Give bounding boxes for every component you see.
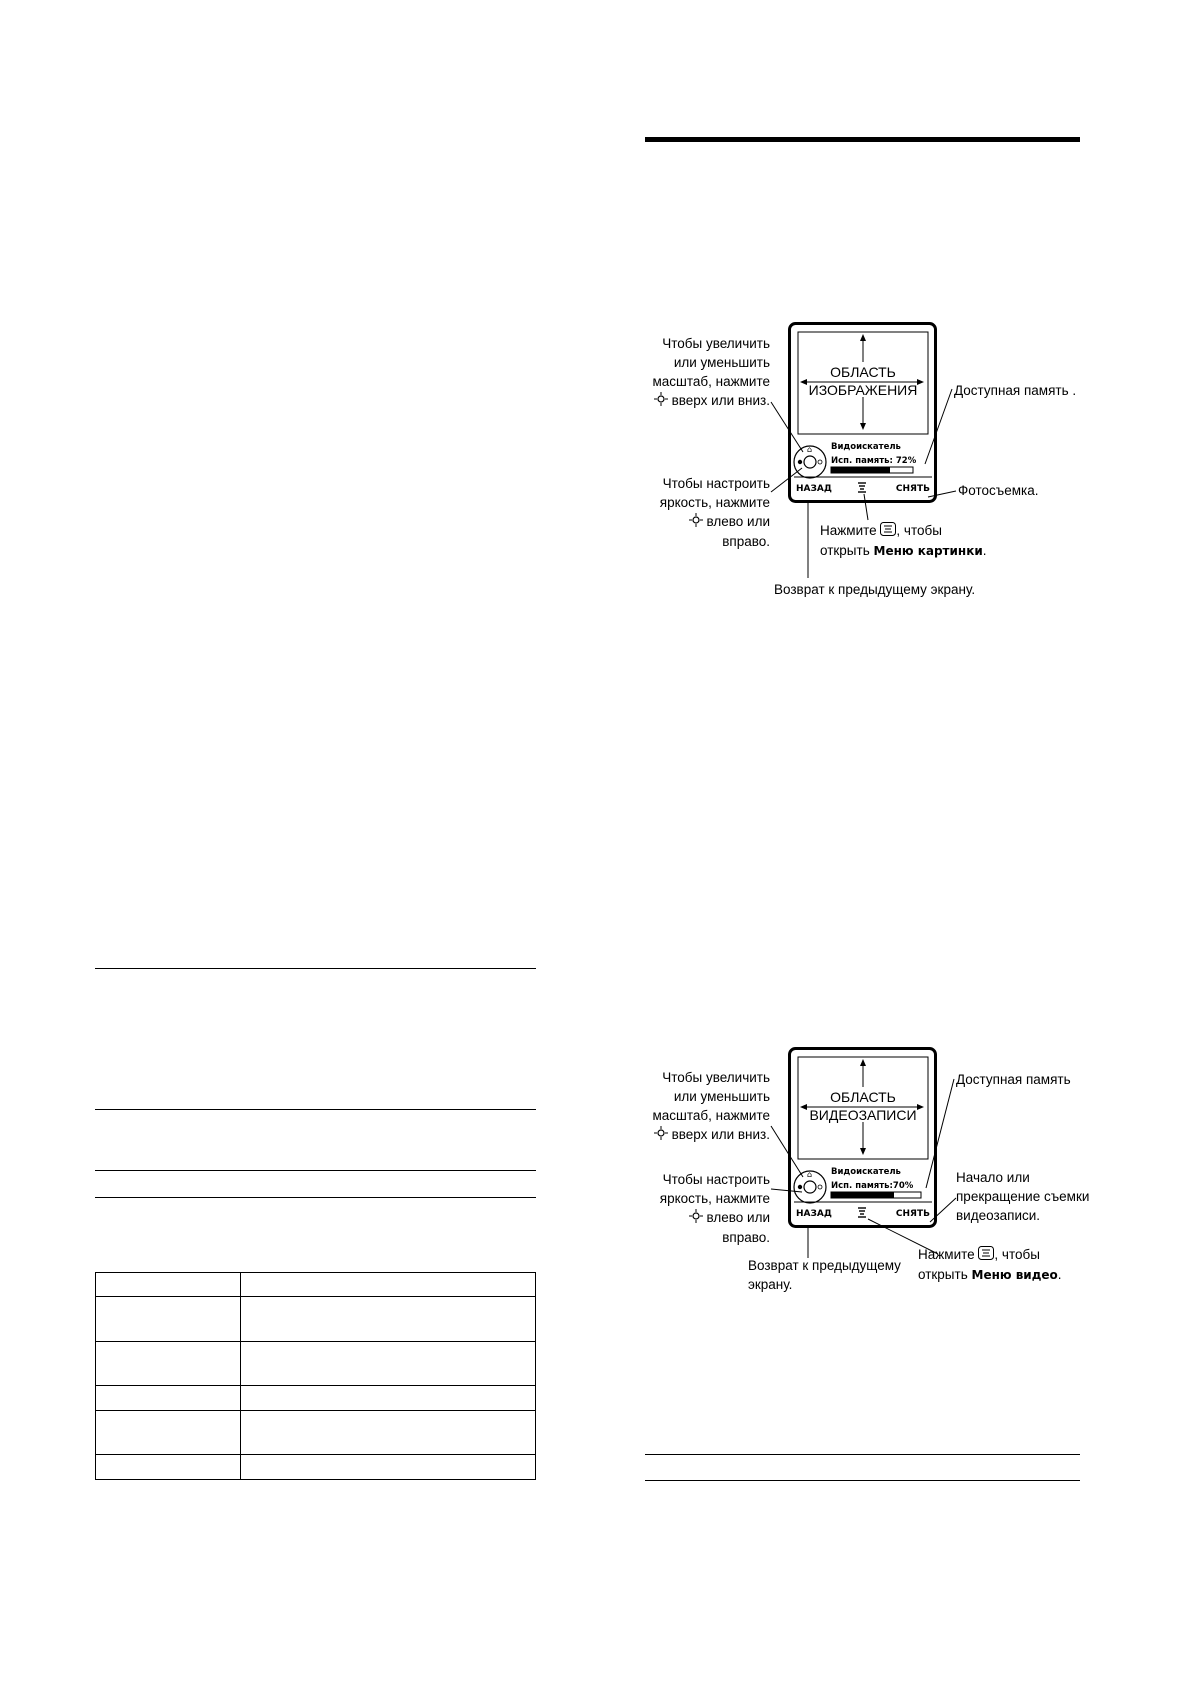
photo-callout-capture: Фотосъемка. bbox=[958, 483, 1039, 498]
video-area-label-1: ОБЛАСТЬ bbox=[830, 1089, 896, 1105]
video-softkey-back[interactable]: НАЗАД bbox=[796, 1209, 832, 1219]
video-screen-title: Видоискатель bbox=[831, 1167, 901, 1177]
photo-softkey-capture[interactable]: СНЯТЬ bbox=[895, 484, 930, 494]
photo-screen-title: Видоискатель bbox=[831, 442, 901, 452]
nav-key-icon bbox=[689, 1209, 703, 1228]
photo-callout-memory: Доступная память . bbox=[954, 383, 1077, 398]
options-table bbox=[95, 1272, 536, 1480]
video-softkey-record[interactable]: СНЯТЬ bbox=[895, 1209, 930, 1219]
video-area-label-2: ВИДЕОЗАПИСИ bbox=[809, 1107, 917, 1123]
photo-callout-zoom: Чтобы увеличить или уменьшить масштаб, нажмите вверх или вниз. bbox=[640, 334, 770, 411]
table-row bbox=[96, 1273, 536, 1297]
video-callout-record: Начало или прекращение съемки видеозаписи. bbox=[956, 1170, 1090, 1223]
svg-text:⌂: ⌂ bbox=[807, 445, 813, 454]
video-callout-back: Возврат к предыдущему экрану. bbox=[748, 1258, 901, 1292]
photo-memory-label: Исп. память: 72% bbox=[831, 456, 917, 466]
video-callout-zoom: Чтобы увеличить или уменьшить масштаб, нажмите вверх или вниз. bbox=[640, 1068, 770, 1145]
svg-text:⌂: ⌂ bbox=[807, 1170, 813, 1179]
table-row bbox=[96, 1342, 536, 1386]
photo-callout-brightness: Чтобы настроить яркость, нажмите влево или вправо. bbox=[659, 476, 770, 549]
photo-area-label-2: ИЗОБРАЖЕНИЯ bbox=[808, 382, 918, 398]
photo-softkey-back[interactable]: НАЗАД bbox=[796, 484, 832, 494]
table-row bbox=[96, 1386, 536, 1411]
photo-area-label-1: ОБЛАСТЬ bbox=[830, 364, 896, 380]
video-callout-brightness: Чтобы настроить яркость, нажмите влево или вправо. bbox=[659, 1172, 770, 1245]
table-row bbox=[96, 1455, 536, 1480]
photo-callout-back: Возврат к предыдущему экрану. bbox=[774, 582, 976, 597]
table-row bbox=[96, 1297, 536, 1342]
video-callout-menu: Нажмите , чтобы открыть Меню видео. bbox=[918, 1247, 1062, 1282]
menu-key-icon bbox=[978, 1246, 994, 1265]
video-callout-memory: Доступная память bbox=[956, 1072, 1071, 1087]
table-row bbox=[96, 1411, 536, 1455]
nav-key-icon bbox=[654, 1126, 668, 1145]
photo-callout-menu: Нажмите , чтобы открыть Меню картинки. bbox=[820, 523, 987, 558]
video-memory-label: Исп. память:70% bbox=[831, 1181, 914, 1191]
